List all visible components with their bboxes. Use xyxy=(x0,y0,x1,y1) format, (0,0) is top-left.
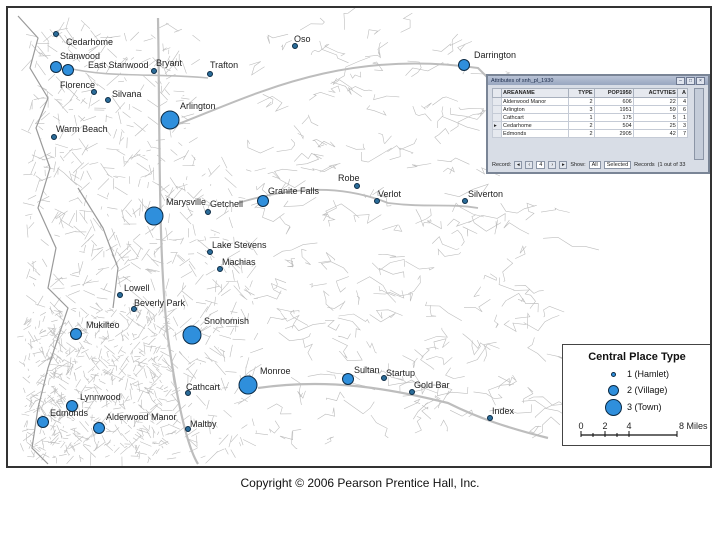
table-cell: 1951 xyxy=(594,106,633,114)
attribute-table-window[interactable] xyxy=(486,74,710,174)
place-label: Cathcart xyxy=(186,382,221,392)
place-marker[interactable] xyxy=(488,416,493,421)
attribute-window-titlebar[interactable] xyxy=(488,76,708,85)
place-florence[interactable] xyxy=(60,80,97,95)
place-marker[interactable] xyxy=(375,199,380,204)
place-marker[interactable] xyxy=(38,417,49,428)
place-marker[interactable] xyxy=(92,90,97,95)
place-edmonds[interactable] xyxy=(38,408,89,428)
hamlet-symbol-icon xyxy=(611,372,616,377)
table-cell: 4 xyxy=(677,98,687,106)
place-label: Sultan xyxy=(354,365,380,375)
place-label: Machias xyxy=(222,257,256,267)
place-label: Robe xyxy=(338,173,360,183)
town-symbol-icon xyxy=(605,399,622,416)
attribute-window-title: Attributes of snh_pl_1930 xyxy=(491,77,554,84)
place-label: Beverly Park xyxy=(134,298,186,308)
show-selected-button[interactable]: Selected xyxy=(604,161,631,169)
place-label: Mukilteo xyxy=(86,320,120,330)
place-maltby[interactable] xyxy=(186,419,218,432)
table-cell: 42 xyxy=(633,130,677,138)
record-label: Record: xyxy=(492,161,512,168)
place-label: Getchell xyxy=(210,199,244,209)
row-selector[interactable] xyxy=(493,106,502,114)
central-places xyxy=(38,32,517,434)
place-label: Stanwood xyxy=(60,51,101,61)
place-label: Maltby xyxy=(190,419,217,429)
table-cell: 2 xyxy=(569,98,594,106)
place-marker[interactable] xyxy=(343,374,354,385)
table-row[interactable] xyxy=(493,130,688,138)
place-label: Warm Beach xyxy=(56,124,108,134)
place-marker[interactable] xyxy=(118,293,123,298)
maximize-icon[interactable]: □ xyxy=(686,77,695,85)
place-index[interactable] xyxy=(488,406,515,421)
place-label: Gold Bar xyxy=(414,380,450,390)
place-getchell[interactable] xyxy=(206,199,244,215)
attribute-table-scrollbar[interactable] xyxy=(694,88,704,160)
record-number-input[interactable]: 4 xyxy=(536,161,545,169)
place-marker[interactable] xyxy=(63,65,74,76)
place-marker[interactable] xyxy=(463,199,468,204)
place-label: Index xyxy=(492,406,515,416)
table-row[interactable] xyxy=(493,114,688,122)
map-frame xyxy=(6,6,712,468)
table-cell: 504 xyxy=(594,122,633,130)
table-cell: 1 xyxy=(677,114,687,122)
legend-row-village xyxy=(563,383,712,399)
place-beverly-park[interactable] xyxy=(132,298,186,312)
place-marker[interactable] xyxy=(54,32,59,37)
place-machias[interactable] xyxy=(218,257,257,272)
table-cell: Arlington xyxy=(502,106,569,114)
place-silverton[interactable] xyxy=(463,189,504,204)
place-gold-bar[interactable] xyxy=(410,380,450,395)
place-marker[interactable] xyxy=(183,326,201,344)
table-cell: 7 xyxy=(677,130,687,138)
place-cathcart[interactable] xyxy=(186,382,221,396)
place-label: Trafton xyxy=(210,60,239,70)
place-label: Cedarhome xyxy=(66,37,114,47)
last-record-icon[interactable]: ▸ xyxy=(559,161,567,169)
place-robe[interactable] xyxy=(338,173,360,189)
place-marker[interactable] xyxy=(145,207,163,225)
place-label: Edmonds xyxy=(50,408,89,418)
show-label: Show: xyxy=(570,161,586,168)
table-row[interactable] xyxy=(493,106,688,114)
table-cell: 175 xyxy=(594,114,633,122)
table-cell: Alderwood Manor xyxy=(502,98,569,106)
place-warm-beach[interactable] xyxy=(52,124,108,140)
column-header-type[interactable]: TYPE xyxy=(569,89,594,98)
place-label: Monroe xyxy=(260,366,291,376)
place-marker[interactable] xyxy=(258,196,269,207)
scale-tick-4: 4 xyxy=(626,421,632,431)
table-cell: 606 xyxy=(594,98,633,106)
legend-row-hamlet xyxy=(563,367,712,383)
place-sultan[interactable] xyxy=(343,365,380,385)
row-selector[interactable]: ▸ xyxy=(493,122,502,130)
place-marker[interactable] xyxy=(161,111,179,129)
place-oso[interactable] xyxy=(293,34,311,49)
legend-label-village: 2 (Village) xyxy=(627,385,668,395)
place-silvana[interactable] xyxy=(106,89,142,103)
place-bryant[interactable] xyxy=(152,58,183,74)
place-marker[interactable] xyxy=(239,376,257,394)
table-cell: Edmonds xyxy=(502,130,569,138)
next-record-icon[interactable]: › xyxy=(548,161,556,169)
row-selector[interactable] xyxy=(493,98,502,106)
place-marker[interactable] xyxy=(293,44,298,49)
village-symbol-icon xyxy=(608,385,619,396)
table-cell: 2 xyxy=(569,122,594,130)
place-label: Florence xyxy=(60,80,96,90)
scale-bar xyxy=(563,421,712,443)
place-marker[interactable] xyxy=(459,60,470,71)
place-marker[interactable] xyxy=(206,210,211,215)
place-marker[interactable] xyxy=(152,69,157,74)
column-header-a[interactable]: A xyxy=(677,89,687,98)
place-label: Snohomish xyxy=(204,316,250,326)
table-cell: 2 xyxy=(569,130,594,138)
scale-tick-8: 8 Miles xyxy=(679,421,708,431)
place-label: Lynnwood xyxy=(80,392,121,402)
table-cell: Cathcart xyxy=(502,114,569,122)
close-icon[interactable]: × xyxy=(696,77,705,85)
first-record-icon[interactable]: ◂ xyxy=(514,161,522,169)
minimize-icon[interactable]: – xyxy=(676,77,685,85)
scale-tick-0: 0 xyxy=(578,421,584,431)
place-label: Darrington xyxy=(474,50,517,60)
prev-record-icon[interactable]: ‹ xyxy=(525,161,533,169)
place-label: Startup xyxy=(386,368,416,378)
place-label: Bryant xyxy=(156,58,183,68)
table-cell: 5 xyxy=(633,114,677,122)
legend-label-town: 3 (Town) xyxy=(627,402,662,412)
place-marker[interactable] xyxy=(410,390,415,395)
place-label: Verlot xyxy=(378,189,402,199)
place-marker[interactable] xyxy=(208,72,213,77)
table-cell: 2905 xyxy=(594,130,633,138)
place-marker[interactable] xyxy=(51,62,62,73)
place-trafton[interactable] xyxy=(208,60,239,77)
place-marker[interactable] xyxy=(71,329,82,340)
map-legend xyxy=(562,344,712,446)
legend-label-hamlet: 1 (Hamlet) xyxy=(627,369,670,379)
place-label: Granite Falls xyxy=(268,186,320,196)
place-marysville[interactable] xyxy=(145,197,206,225)
place-marker[interactable] xyxy=(106,98,111,103)
show-all-button[interactable]: All xyxy=(589,161,601,169)
place-marker[interactable] xyxy=(355,184,360,189)
table-row[interactable] xyxy=(493,98,688,106)
place-label: Lake Stevens xyxy=(212,240,267,250)
table-cell: 25 xyxy=(633,122,677,130)
place-label: Marysville xyxy=(166,197,207,207)
row-selector[interactable] xyxy=(493,114,502,122)
place-arlington[interactable] xyxy=(161,101,216,129)
place-lowell[interactable] xyxy=(118,283,150,298)
place-marker[interactable] xyxy=(94,423,105,434)
place-label: Silverton xyxy=(468,189,504,199)
attribute-table-footer xyxy=(492,160,704,169)
column-header-pop1950[interactable]: POP1950 xyxy=(594,89,633,98)
table-cell: 3 xyxy=(569,106,594,114)
table-cell: 59 xyxy=(633,106,677,114)
place-label: Alderwood Manor xyxy=(106,412,177,422)
table-cell: Cedarhome xyxy=(502,122,569,130)
place-label: Arlington xyxy=(180,101,216,111)
table-row[interactable] xyxy=(493,122,688,130)
table-cell: 1 xyxy=(569,114,594,122)
attribute-table xyxy=(492,88,688,138)
place-monroe[interactable] xyxy=(239,366,291,394)
column-header-areaname[interactable]: AREANAME xyxy=(502,89,569,98)
table-cell: 3 xyxy=(677,122,687,130)
place-label: Oso xyxy=(294,34,311,44)
row-selector[interactable] xyxy=(493,130,502,138)
place-verlot[interactable] xyxy=(375,189,402,204)
records-count: (1 out of 33 xyxy=(657,161,686,168)
place-darrington[interactable] xyxy=(459,50,517,71)
legend-row-town xyxy=(563,400,712,416)
scale-tick-2: 2 xyxy=(602,421,608,431)
records-label: Records xyxy=(634,161,655,168)
place-label: East Stanwood xyxy=(88,60,149,70)
place-label: Lowell xyxy=(124,283,150,293)
place-marker[interactable] xyxy=(52,135,57,140)
place-label: Silvana xyxy=(112,89,142,99)
legend-title: Central Place Type xyxy=(588,351,686,363)
copyright-caption: Copyright © 2006 Pearson Prentice Hall, Inc. xyxy=(240,476,480,490)
table-cell: 6 xyxy=(677,106,687,114)
table-cell: 22 xyxy=(633,98,677,106)
row-selector-header xyxy=(493,89,502,98)
place-marker[interactable] xyxy=(208,250,213,255)
column-header-actvties[interactable]: ACTVTIES xyxy=(633,89,677,98)
place-marker[interactable] xyxy=(218,267,223,272)
